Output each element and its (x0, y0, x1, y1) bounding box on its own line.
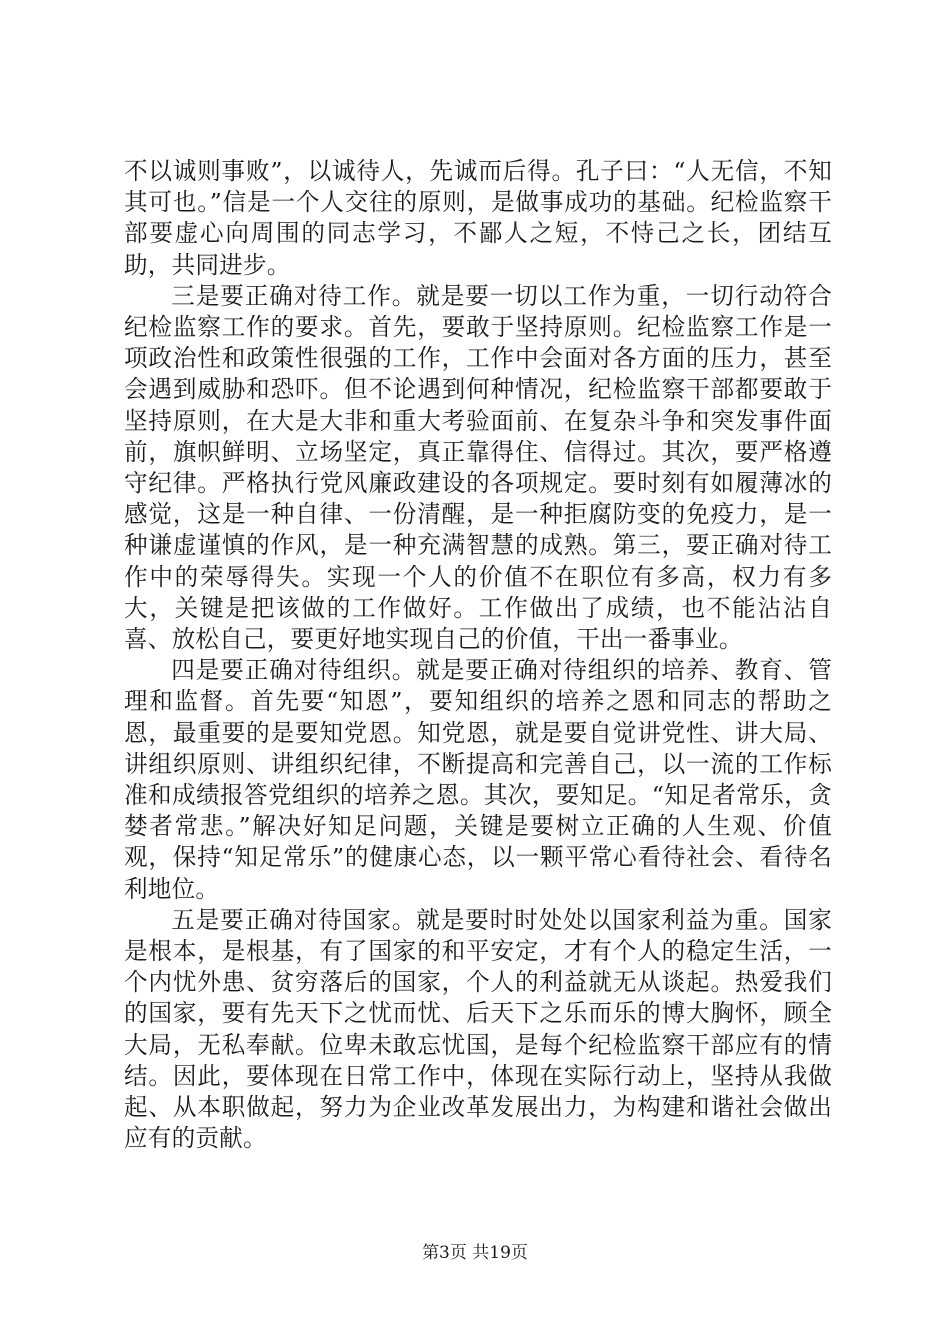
paragraph: 五是要正确对待国家。就是要时时处处以国家利益为重。国家是根本，是根基，有了国家的和平安定，才有个人的稳定生活，一个内忧外患、贫穷落后的国家，个人的利益就无从谈起。热爱我们的国家，要有先天下之忧而忧、后天下之乐而乐的博大胸怀，顾全大局，无私奉献。位卑未敢忘忧国，是每个纪检监察干部应有的情结。因此，要体现在日常工作中，体现在实际行动上，坚持从我做起、从本职做起，努力为企业改革发展出力，为构建和谐社会做出应有的贡献。 (124, 905, 832, 1153)
paragraph: 不以诚则事败”，以诚待人，先诚而后得。孔子曰：“人无信，不知其可也。”信是一个人交往的原则，是做事成功的基础。纪检监察干部要虚心向周围的同志学习，不鄙人之短，不恃己之长，团结互助，共同进步。 (124, 157, 832, 279)
page-footer (0, 1241, 950, 1265)
body-text (124, 156, 832, 1155)
page-number: 第3页 共19页 (422, 1243, 528, 1263)
paragraph: 三是要正确对待工作。就是要一切以工作为重，一切行动符合纪检监察工作的要求。首先，要敢于坚持原则。纪检监察工作是一项政治性和政策性很强的工作，工作中会面对各方面的压力，甚至会遇到威胁和恐吓。但不论遇到何种情况，纪检监察干部都要敢于坚持原则，在大是大非和重大考验面前、在复杂斗争和突发事件面前，旗帜鲜明、立场坚定，真正靠得住、信得过。其次，要严格遵守纪律。严格执行党风廉政建设的各项规定。要时刻有如履薄冰的感觉，这是一种自律、一份清醒，是一种拒腐防变的免疫力，是一种谦虚谨慎的作风，是一种充满智慧的成熟。第三，要正确对待工作中的荣辱得失。实现一个人的价值不在职位有多高，权力有多大，关键是把该做的工作做好。工作做出了成绩，也不能沾沾自喜、放松自己，要更好地实现自己的价值，干出一番事业。 (124, 281, 832, 654)
paragraph: 四是要正确对待组织。就是要正确对待组织的培养、教育、管理和监督。首先要“知恩”，要知组织的培养之恩和同志的帮助之恩，最重要的是要知党恩。知党恩，就是要自觉讲党性、讲大局、讲组织原则、讲组织纪律，不断提高和完善自己，以一流的工作标准和成绩报答党组织的培养之恩。其次，要知足。“知足者常乐，贪婪者常悲。”解决好知足问题，关键是要树立正确的人生观、价值观，保持“知足常乐”的健康心态，以一颗平常心看待社会、看待名利地位。 (124, 656, 832, 903)
